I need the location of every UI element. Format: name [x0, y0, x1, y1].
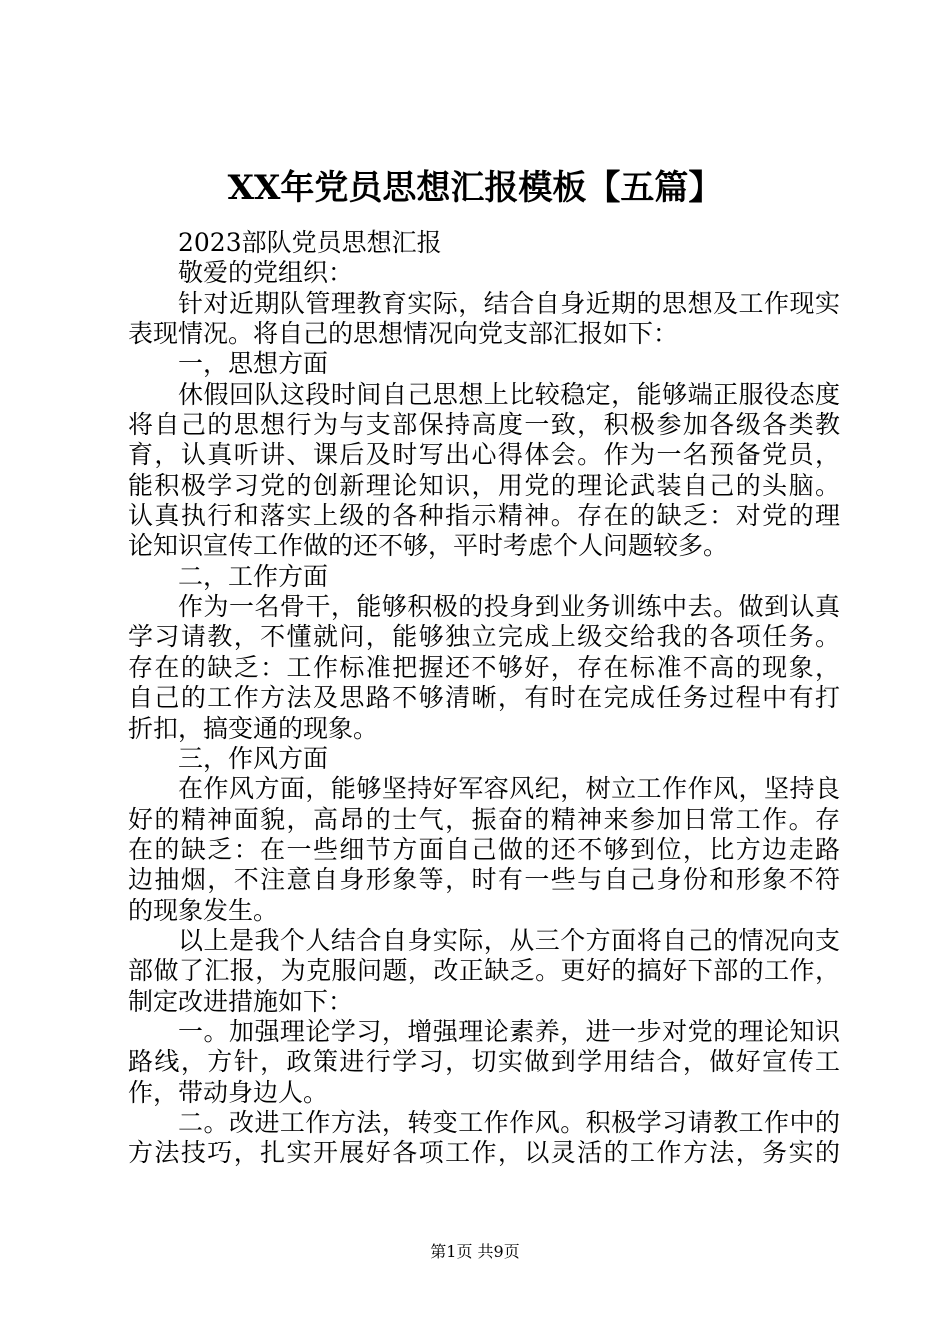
paragraph-line: 表现情况。将自己的思想情况向党支部汇报如下：: [128, 319, 679, 349]
paragraph-line: 折扣，搞变通的现象。: [128, 713, 379, 743]
paragraph-line: 边抽烟，不注意自身形象等，时有一些与自己身份和形象不符: [128, 865, 840, 895]
paragraph-line: 针对近期队管理教育实际，结合自身近期的思想及工作现实: [178, 288, 840, 318]
paragraph-line: 制定改进措施如下：: [128, 986, 354, 1016]
paragraph-line: 以上是我个人结合自身实际，从三个方面将自己的情况向支: [178, 925, 840, 955]
paragraph-line: 作，带动身边人。: [128, 1077, 329, 1107]
paragraph-line: 论知识宣传工作做的还不够，平时考虑个人问题较多。: [128, 531, 729, 561]
paragraph-line: 二。改进工作方法，转变工作作风。积极学习请教工作中的: [178, 1107, 840, 1137]
paragraph-line: 一。加强理论学习，增强理论素养，进一步对党的理论知识: [178, 1016, 840, 1046]
salutation-line: 敬爱的党组织：: [178, 258, 354, 288]
section-heading: 二，工作方面: [178, 561, 329, 591]
paragraph-line: 学习请教，不懂就问，能够独立完成上级交给我的各项任务。: [128, 622, 840, 652]
page-number-footer: 第1页 共9页: [430, 1242, 520, 1261]
paragraph-line: 能积极学习党的创新理论知识，用党的理论武装自己的头脑。: [128, 470, 840, 500]
paragraph-line: 休假回队这段时间自己思想上比较稳定，能够端正服役态度: [178, 379, 840, 409]
paragraph-line: 在作风方面，能够坚持好军容风纪，树立工作作风，坚持良: [178, 774, 840, 804]
paragraph-line: 自己的工作方法及思路不够清晰，有时在完成任务过程中有打: [128, 683, 840, 713]
section-heading: 一，思想方面: [178, 349, 329, 379]
paragraph-line: 路线，方针，政策进行学习，切实做到学用结合，做好宣传工: [128, 1047, 840, 1077]
paragraph-line: 部做了汇报，为克服问题，改正缺乏。更好的搞好下部的工作，: [128, 956, 840, 986]
paragraph-line: 育，认真听讲、课后及时写出心得体会。作为一名预备党员，: [128, 440, 840, 470]
paragraph-line: 好的精神面貌，高昂的士气，振奋的精神来参加日常工作。存: [128, 804, 840, 834]
document-title: XX年党员思想汇报模板【五篇】: [227, 168, 723, 208]
paragraph-line: 作为一名骨干，能够积极的投身到业务训练中去。做到认真: [178, 592, 840, 622]
section-heading: 三，作风方面: [178, 743, 329, 773]
paragraph-line: 将自己的思想行为与支部保持高度一致，积极参加各级各类教: [128, 410, 840, 440]
paragraph-line: 的现象发生。: [128, 895, 279, 925]
document-body: [128, 228, 840, 1169]
paragraph-line: 方法技巧，扎实开展好各项工作，以灵活的工作方法，务实的: [128, 1138, 840, 1168]
paragraph-line: 在的缺乏：在一些细节方面自己做的还不够到位，比方边走路: [128, 834, 840, 864]
subtitle-line: 2023部队党员思想汇报: [178, 228, 442, 257]
paragraph-line: 认真执行和落实上级的各种指示精神。存在的缺乏：对党的理: [128, 501, 840, 531]
paragraph-line: 存在的缺乏：工作标准把握还不够好，存在标准不高的现象，: [128, 652, 840, 682]
